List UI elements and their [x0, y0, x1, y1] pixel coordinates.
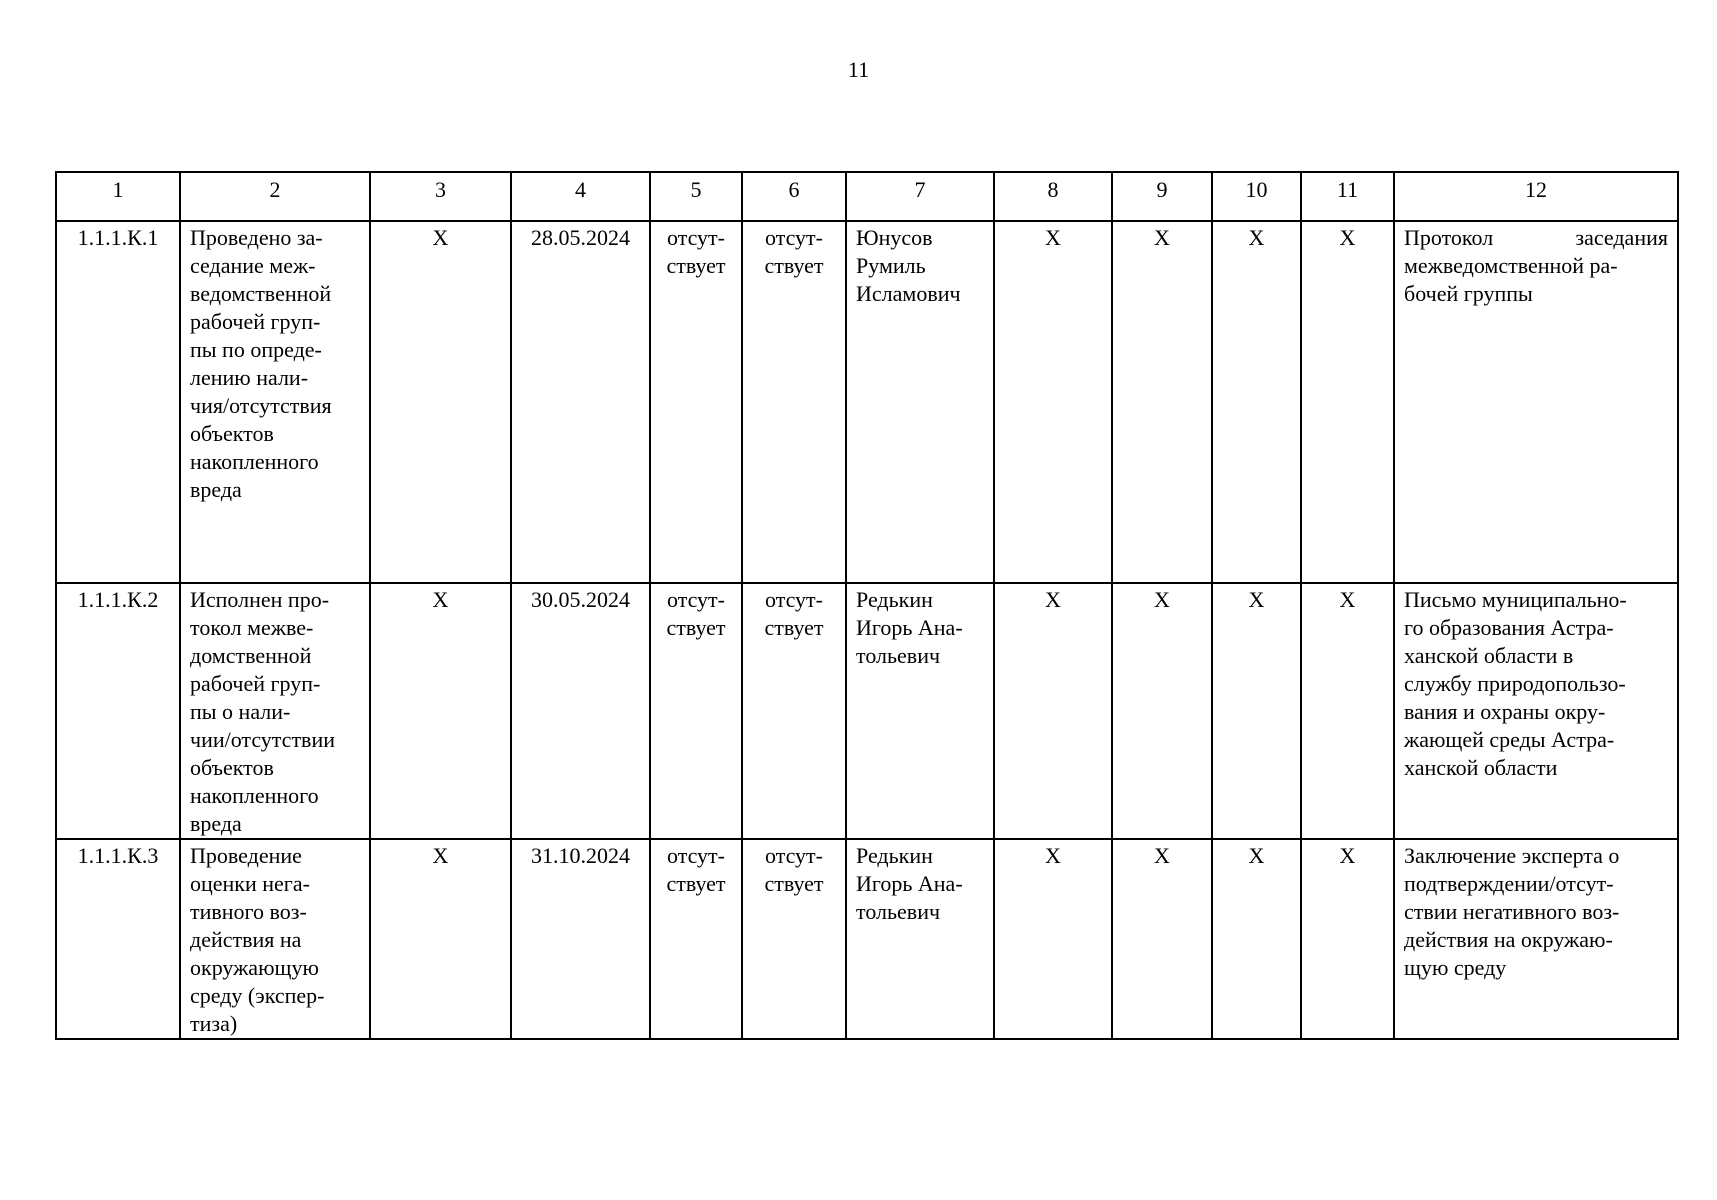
- header-cell-5: 5: [650, 172, 742, 221]
- date-cell: 31.10.2024: [511, 839, 650, 1039]
- header-cell-4: 4: [511, 172, 650, 221]
- document-type-cell: Заключение эксперта о подтверждении/отсут- ствии негативного воз- действия на окружаю- щую среду: [1394, 839, 1678, 1039]
- status-cell: отсут- ствует: [742, 839, 846, 1039]
- header-cell-3: 3: [370, 172, 511, 221]
- x-mark-cell: X: [1301, 839, 1394, 1039]
- x-mark-cell: X: [370, 839, 511, 1039]
- row-number-cell: 1.1.1.К.3: [56, 839, 180, 1039]
- document-type-cell: Письмо муниципально- го образования Астра- ханской области в службу природопользо- вания и охраны окру- жающей среды Астра- ханской области: [1394, 583, 1678, 839]
- x-mark-cell: X: [994, 839, 1112, 1039]
- document-table: [55, 171, 1679, 1040]
- table-row: [56, 583, 1678, 839]
- table-row: [56, 221, 1678, 583]
- header-cell-6: 6: [742, 172, 846, 221]
- x-mark-cell: X: [370, 221, 511, 583]
- x-mark-cell: X: [1112, 583, 1212, 839]
- x-mark-cell: X: [370, 583, 511, 839]
- status-cell: отсут- ствует: [742, 221, 846, 583]
- header-cell-8: 8: [994, 172, 1112, 221]
- responsible-person-cell: Юнусов Румиль Исламович: [846, 221, 994, 583]
- responsible-person-cell: Редькин Игорь Ана- тольевич: [846, 839, 994, 1039]
- status-cell: отсут- ствует: [650, 839, 742, 1039]
- x-mark-cell: X: [1112, 221, 1212, 583]
- x-mark-cell: X: [1301, 221, 1394, 583]
- header-cell-1: 1: [56, 172, 180, 221]
- responsible-person-cell: Редькин Игорь Ана- тольевич: [846, 583, 994, 839]
- row-number-cell: 1.1.1.К.1: [56, 221, 180, 583]
- header-row: [56, 172, 1678, 221]
- header-cell-11: 11: [1301, 172, 1394, 221]
- header-cell-10: 10: [1212, 172, 1301, 221]
- x-mark-cell: X: [1212, 839, 1301, 1039]
- header-cell-12: 12: [1394, 172, 1678, 221]
- status-cell: отсут- ствует: [650, 583, 742, 839]
- x-mark-cell: X: [1112, 839, 1212, 1039]
- event-description-cell: Проведено за- седание меж- ведомственной рабочей груп- пы по опреде- лению нали- чия/отсутствия объектов накопленного вреда: [180, 221, 370, 583]
- page-number: 11: [847, 57, 870, 82]
- x-mark-cell: X: [994, 583, 1112, 839]
- status-cell: отсут- ствует: [742, 583, 846, 839]
- date-cell: 30.05.2024: [511, 583, 650, 839]
- x-mark-cell: X: [1301, 583, 1394, 839]
- document-type-cell: Протокол заседания межведомственной ра- бочей группы: [1394, 221, 1678, 583]
- x-mark-cell: X: [994, 221, 1112, 583]
- header-cell-7: 7: [846, 172, 994, 221]
- event-description-cell: Исполнен про- токол межве- домственной рабочей груп- пы о нали- чии/отсутствии объектов накопленного вреда: [180, 583, 370, 839]
- table-row: [56, 839, 1678, 1039]
- header-cell-2: 2: [180, 172, 370, 221]
- x-mark-cell: X: [1212, 221, 1301, 583]
- header-cell-9: 9: [1112, 172, 1212, 221]
- date-cell: 28.05.2024: [511, 221, 650, 583]
- row-number-cell: 1.1.1.К.2: [56, 583, 180, 839]
- event-description-cell: Проведение оценки нега- тивного воз- действия на окружающую среду (экспер- тиза): [180, 839, 370, 1039]
- x-mark-cell: X: [1212, 583, 1301, 839]
- status-cell: отсут- ствует: [650, 221, 742, 583]
